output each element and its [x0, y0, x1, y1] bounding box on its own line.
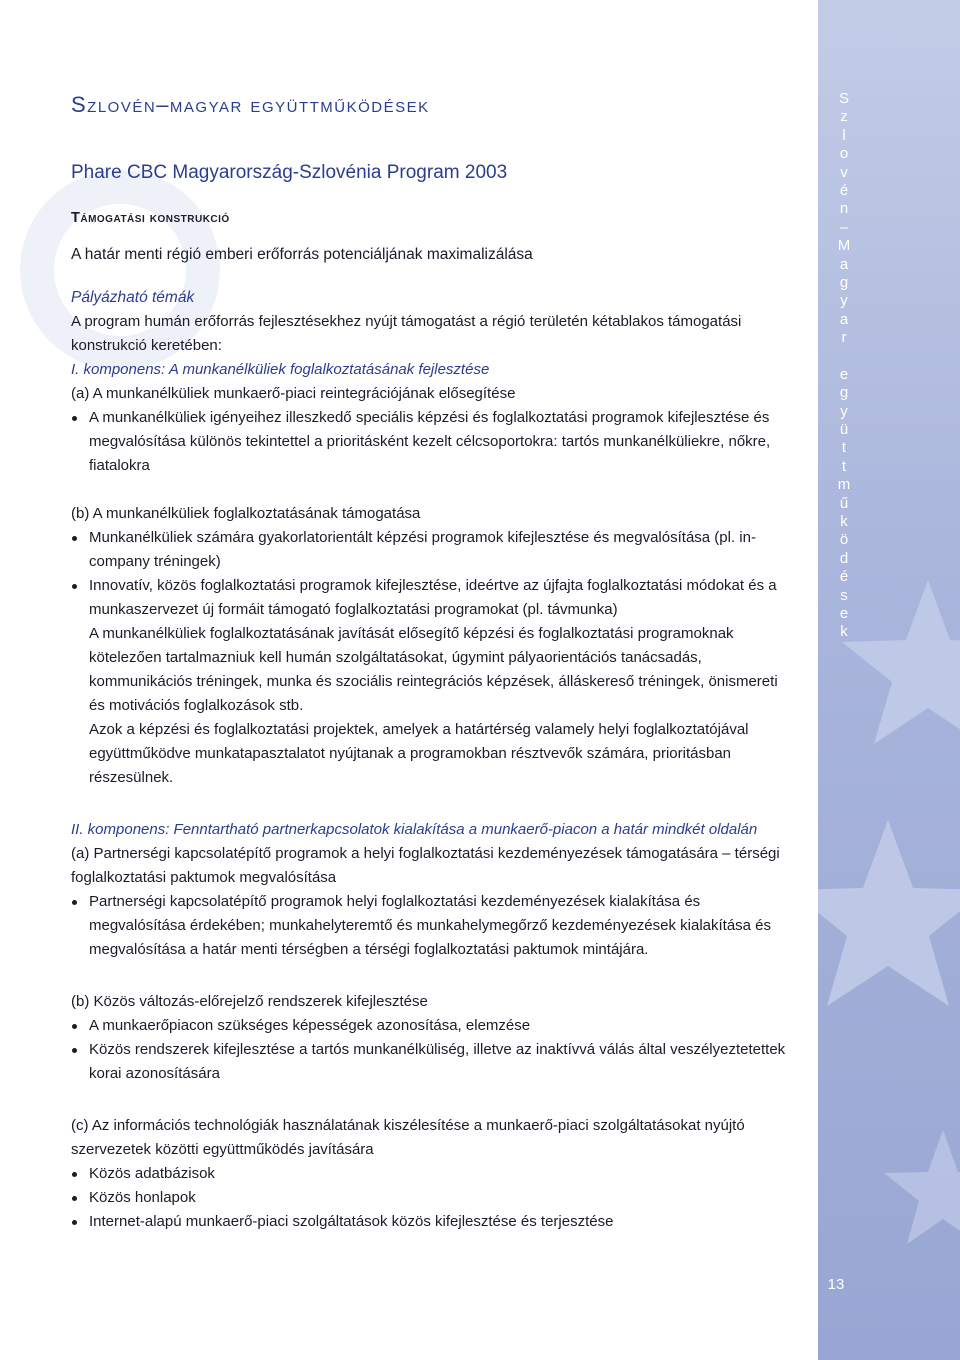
list-item: Közös honlapok — [71, 1186, 797, 1210]
vertical-title-letter: é — [839, 181, 849, 199]
topics-intro: A program humán erőforrás fejlesztésekhez nyújt támogatást a régió területén kétablakos támogatási konstrukció keretében: — [71, 313, 742, 354]
vertical-title-letter: m — [837, 476, 851, 494]
topics-heading: Pályázható témák — [71, 289, 195, 306]
vertical-title-letter: – — [839, 218, 849, 236]
component2-c-title: (c) Az információs technológiák használatának kiszélesítése a munkaerő-piaci szolgáltatásokat nyújtó szervezetek közötti együttműködés javítására — [71, 1117, 745, 1158]
list-item: Partnerségi kapcsolatépítő programok helyi foglalkoztatási kezdeményezések kialakítása és megvalósítása érdekében; munkahelyteremtő és munkahelymegőrző kezdeményezések kialakítása és megvalósítása a határ menti térségben a térségi foglalkoztatási paktumok mintájára. — [71, 890, 797, 962]
vertical-title-letter: e — [839, 365, 849, 383]
vertical-title-letter: é — [839, 568, 849, 586]
vertical-title-letter — [842, 347, 846, 365]
component2-title: II. komponens: Fenntartható partnerkapcsolatok kialakítása a munkaerő-piacon a határ mindkét oldalán — [71, 821, 758, 838]
page-number: 13 — [827, 1276, 845, 1293]
vertical-title-letter: z — [840, 108, 848, 126]
page-header: Szlovén–magyar együttműködések — [71, 92, 430, 117]
vertical-title-letter: ö — [839, 531, 849, 549]
list-item: A munkaerőpiacon szükséges képességek azonosítása, elemzése — [71, 1014, 797, 1038]
vertical-title-letter: g — [839, 384, 849, 402]
vertical-title-letter: k — [840, 512, 848, 530]
main-title: A határ menti régió emberi erőforrás potenciáljának maximalizálása — [71, 246, 533, 263]
list-item: Internet-alapú munkaerő-piaci szolgáltatások közös kifejlesztése és terjesztése — [71, 1210, 797, 1234]
component1-a-title: (a) A munkanélküliek munkaerő-piaci reintegrációjának elősegítése — [71, 385, 516, 402]
vertical-title-letter: e — [839, 604, 849, 622]
vertical-title-letter: a — [839, 255, 849, 273]
vertical-title-letter: a — [839, 310, 849, 328]
list-item: Innovatív, közös foglalkoztatási programok kifejlesztése, ideértve az újfajta foglalkoztatási módokat és a munkaszervezet új formáit támogató foglalkoztatási programokat (pl. távmunka) — [71, 574, 797, 622]
vertical-title-letter: o — [839, 145, 849, 163]
vertical-title-letter: l — [842, 126, 846, 144]
vertical-title-letter: y — [840, 292, 848, 310]
vertical-title-letter: ű — [839, 494, 849, 512]
vertical-title — [834, 90, 854, 642]
list-item: Közös adatbázisok — [71, 1162, 797, 1186]
list-item: A munkanélküliek igényeihez illeszkedő speciális képzési és foglalkoztatási programok kifejlesztése és megvalósítása különös tekintettel a prioritásként kezelt célcsoportokra: tartós munkanélküliekre, nőkre, fiatalokra — [71, 406, 797, 478]
vertical-title-letter: t — [841, 457, 847, 475]
vertical-title-letter: y — [840, 402, 848, 420]
component1-title: I. komponens: A munkanélküliek foglalkoztatásának fejlesztése — [71, 361, 490, 378]
component1-b-title: (b) A munkanélküliek foglalkoztatásának támogatása — [71, 505, 421, 522]
vertical-title-letter: M — [837, 237, 851, 255]
sidebar — [818, 0, 960, 1360]
vertical-title-letter: ü — [839, 421, 849, 439]
component2-a-title: (a) Partnerségi kapcsolatépítő programok a helyi foglalkoztatási kezdeményezések támogatására – térségi foglalkoztatási paktumok megvalósítása — [71, 845, 780, 886]
list-item: Közös rendszerek kifejlesztése a tartós munkanélküliség, illetve az inaktívvá válás által veszélyeztetettek korai azonosítására — [71, 1038, 797, 1086]
vertical-title-letter: t — [841, 439, 847, 457]
program-title: Phare CBC Magyarország-Szlovénia Program 2003 — [71, 162, 508, 183]
vertical-title-letter: r — [841, 329, 847, 347]
paragraph: A munkanélküliek foglalkoztatásának javítását elősegítő képzési és foglalkoztatási programoknak kötelezően tartalmazniuk kell humán szolgáltatásokat, úgymint pályaorientációs tanácsadás, kommunikációs tréningek, munka és szociális reintegrációs képzések, álláskereső tréningek, önismereti és motivációs foglalkozások stb. — [89, 625, 778, 714]
paragraph: Azok a képzési és foglalkoztatási projektek, amelyek a határtérség valamely helyi foglalkoztatójával együttműködve munkatapasztalatot nyújtanak a programokban résztvevők számára, prioritásban részesülnek. — [89, 721, 749, 786]
vertical-title-letter: g — [839, 273, 849, 291]
vertical-title-letter: s — [840, 586, 848, 604]
vertical-title-letter: n — [839, 200, 849, 218]
list-item: Munkanélküliek számára gyakorlatorientált képzési programok kifejlesztése és megvalósítása (pl. in-company tréningek) — [71, 526, 797, 574]
vertical-title-letter: v — [840, 163, 848, 181]
page-content — [71, 92, 797, 1234]
section-title: Támogatási konstrukció — [71, 210, 230, 226]
component2-b-title: (b) Közös változás-előrejelző rendszerek kifejlesztése — [71, 993, 428, 1010]
vertical-title-letter: k — [840, 623, 848, 641]
vertical-title-letter: d — [839, 549, 849, 567]
vertical-title-letter: S — [838, 90, 849, 107]
